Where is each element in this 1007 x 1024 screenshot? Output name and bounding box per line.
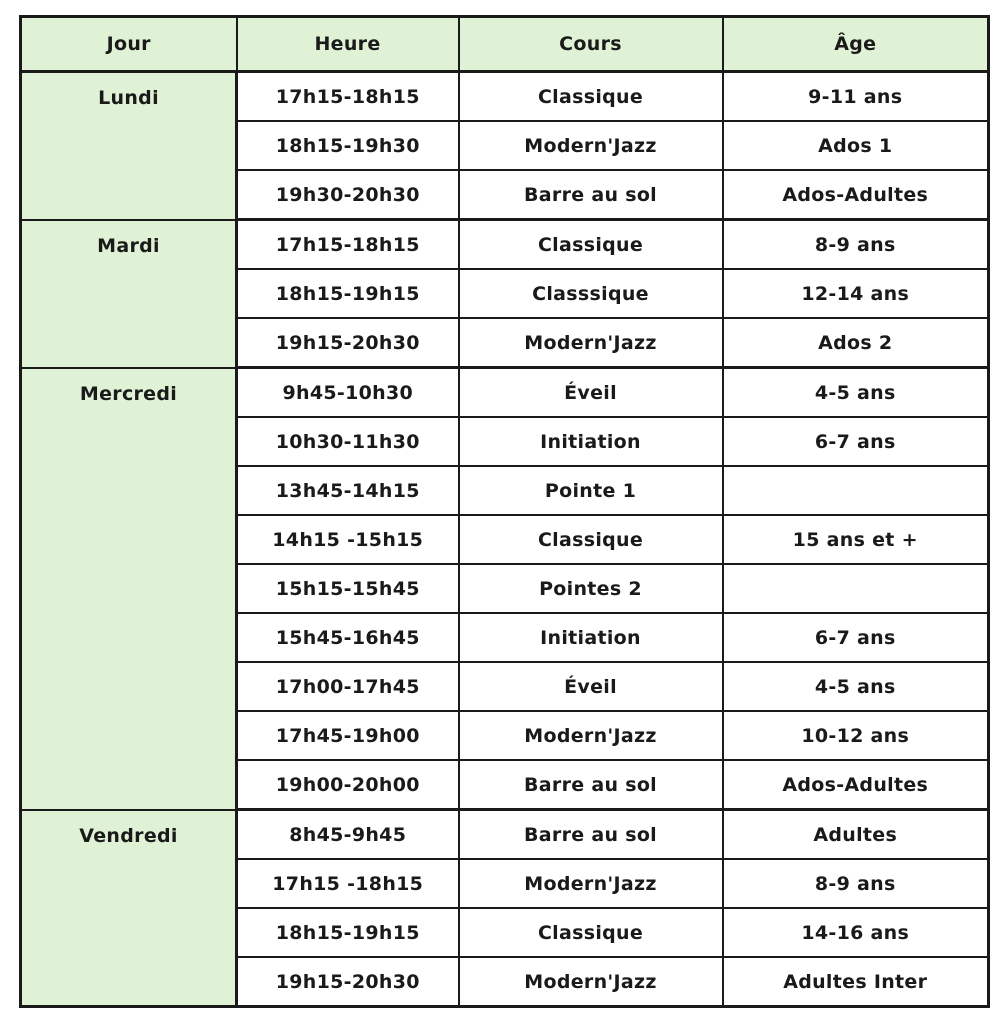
- cours-cell: Classique: [459, 908, 723, 957]
- heure-cell: 19h30-20h30: [237, 170, 459, 220]
- cours-cell: Modern'Jazz: [459, 957, 723, 1007]
- heure-cell: 10h30-11h30: [237, 417, 459, 466]
- cours-cell: Éveil: [459, 368, 723, 418]
- heure-cell: 14h15 -15h15: [237, 515, 459, 564]
- heure-cell: 18h15-19h30: [237, 121, 459, 170]
- day-cell: Mardi: [21, 220, 237, 368]
- age-cell: Adultes: [723, 810, 989, 860]
- day-cell: Lundi: [21, 72, 237, 220]
- cours-cell: Éveil: [459, 662, 723, 711]
- table-row: [21, 810, 989, 860]
- age-cell: 8-9 ans: [723, 859, 989, 908]
- cours-cell: Initiation: [459, 613, 723, 662]
- day-cell: Mercredi: [21, 368, 237, 810]
- header-jour: Jour: [21, 17, 237, 72]
- cours-cell: Classique: [459, 72, 723, 122]
- heure-cell: 18h15-19h15: [237, 269, 459, 318]
- age-cell: 9-11 ans: [723, 72, 989, 122]
- heure-cell: 8h45-9h45: [237, 810, 459, 860]
- schedule-table: [19, 15, 990, 1008]
- table-body: [21, 72, 989, 1007]
- heure-cell: 19h00-20h00: [237, 760, 459, 810]
- cours-cell: Pointes 2: [459, 564, 723, 613]
- heure-cell: 17h00-17h45: [237, 662, 459, 711]
- age-cell: 14-16 ans: [723, 908, 989, 957]
- heure-cell: 17h45-19h00: [237, 711, 459, 760]
- heure-cell: 18h15-19h15: [237, 908, 459, 957]
- header-heure: Heure: [237, 17, 459, 72]
- table-row: [21, 368, 989, 418]
- age-cell: 6-7 ans: [723, 417, 989, 466]
- age-cell: Ados-Adultes: [723, 760, 989, 810]
- age-cell: 8-9 ans: [723, 220, 989, 270]
- header-cours: Cours: [459, 17, 723, 72]
- heure-cell: 9h45-10h30: [237, 368, 459, 418]
- cours-cell: Modern'Jazz: [459, 121, 723, 170]
- age-cell: 15 ans et +: [723, 515, 989, 564]
- heure-cell: 19h15-20h30: [237, 318, 459, 368]
- heure-cell: 17h15-18h15: [237, 72, 459, 122]
- age-cell: [723, 466, 989, 515]
- age-cell: 12-14 ans: [723, 269, 989, 318]
- cours-cell: Barre au sol: [459, 760, 723, 810]
- age-cell: Ados-Adultes: [723, 170, 989, 220]
- age-cell: 4-5 ans: [723, 662, 989, 711]
- age-cell: 6-7 ans: [723, 613, 989, 662]
- heure-cell: 15h45-16h45: [237, 613, 459, 662]
- age-cell: 4-5 ans: [723, 368, 989, 418]
- table-row: [21, 72, 989, 122]
- age-cell: Ados 1: [723, 121, 989, 170]
- cours-cell: Barre au sol: [459, 170, 723, 220]
- cours-cell: Classsique: [459, 269, 723, 318]
- heure-cell: 17h15 -18h15: [237, 859, 459, 908]
- cours-cell: Modern'Jazz: [459, 711, 723, 760]
- cours-cell: Classique: [459, 220, 723, 270]
- heure-cell: 17h15-18h15: [237, 220, 459, 270]
- cours-cell: Classique: [459, 515, 723, 564]
- heure-cell: 13h45-14h15: [237, 466, 459, 515]
- cours-cell: Modern'Jazz: [459, 318, 723, 368]
- age-cell: [723, 564, 989, 613]
- cours-cell: Initiation: [459, 417, 723, 466]
- age-cell: Ados 2: [723, 318, 989, 368]
- heure-cell: 15h15-15h45: [237, 564, 459, 613]
- table-header: [21, 17, 989, 72]
- day-cell: Vendredi: [21, 810, 237, 1007]
- cours-cell: Barre au sol: [459, 810, 723, 860]
- header-age: Âge: [723, 17, 989, 72]
- cours-cell: Pointe 1: [459, 466, 723, 515]
- heure-cell: 19h15-20h30: [237, 957, 459, 1007]
- age-cell: 10-12 ans: [723, 711, 989, 760]
- header-row: [21, 17, 989, 72]
- table-row: [21, 220, 989, 270]
- cours-cell: Modern'Jazz: [459, 859, 723, 908]
- age-cell: Adultes Inter: [723, 957, 989, 1007]
